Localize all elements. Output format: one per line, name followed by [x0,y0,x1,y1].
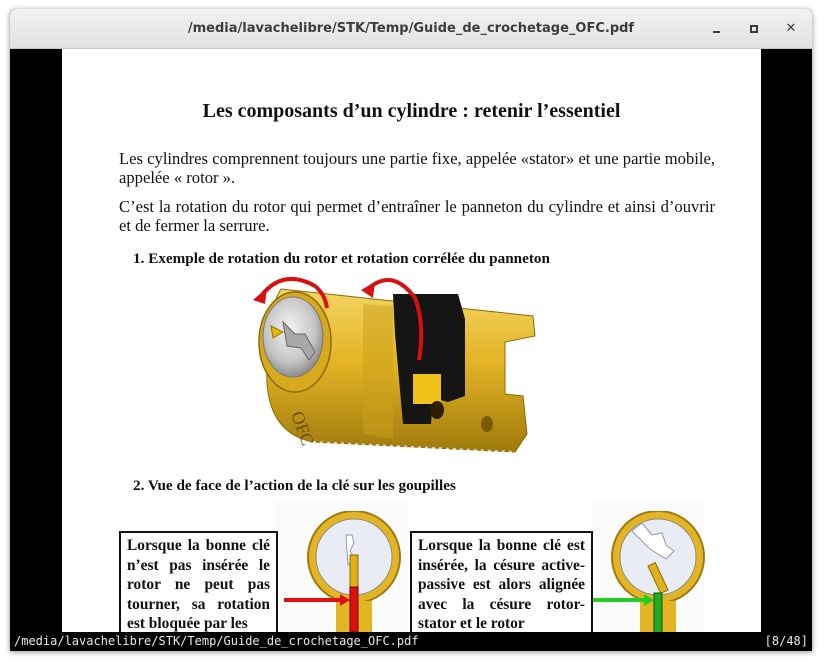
page-heading: Les composants d’un cylindre : retenir l’essentiel [202,100,621,122]
minimize-icon [713,31,720,33]
cylinder-rotation-figure [243,274,543,469]
title-bar[interactable] [10,9,812,49]
pdf-viewer-window [10,9,812,651]
document-viewport[interactable] [10,49,812,632]
maximize-icon [750,25,758,33]
paragraph-rotation: C’est la rotation du rotor qui permet d’entraîner le panneton du cylindre et ainsi d’ouvrir et de fermer la serrure. [119,197,715,235]
page-indicator: [8/48] [764,634,808,648]
pin-figure-right-key [592,511,705,632]
callout-right-key: Lorsque la bonne clé est insérée, la césure active-passive est alors alignée avec la césure rotor-stator et le rotor [410,531,593,632]
close-icon: ✕ [785,21,797,36]
paragraph-stator-rotor: Les cylindres comprennent toujours une partie fixe, appelée «stator» et une partie mobile, appelée « rotor ». [119,149,715,187]
section-heading-key-action: 2. Vue de face de l’action de la clé sur les goupilles [133,477,456,494]
section-heading-rotation-example: 1. Exemple de rotation du rotor et rotation corrélée du panneton [133,250,550,267]
callout-wrong-key: Lorsque la bonne clé n’est pas insérée le rotor ne peut pas tourner, sa rotation est bloquée par les [119,531,278,632]
pin-figure-wrong-key [274,511,409,632]
maximize-button[interactable] [744,19,764,39]
minimize-button[interactable] [707,19,727,39]
window-title: /media/lavachelibre/STK/Temp/Guide_de_crochetage_OFC.pdf [187,21,635,36]
status-bar [10,632,812,651]
close-button[interactable] [781,19,801,39]
pdf-page [62,49,761,632]
ofc-logo: OFC [287,408,319,449]
status-file-path: /media/lavachelibre/STK/Temp/Guide_de_crochetage_OFC.pdf [14,634,419,648]
